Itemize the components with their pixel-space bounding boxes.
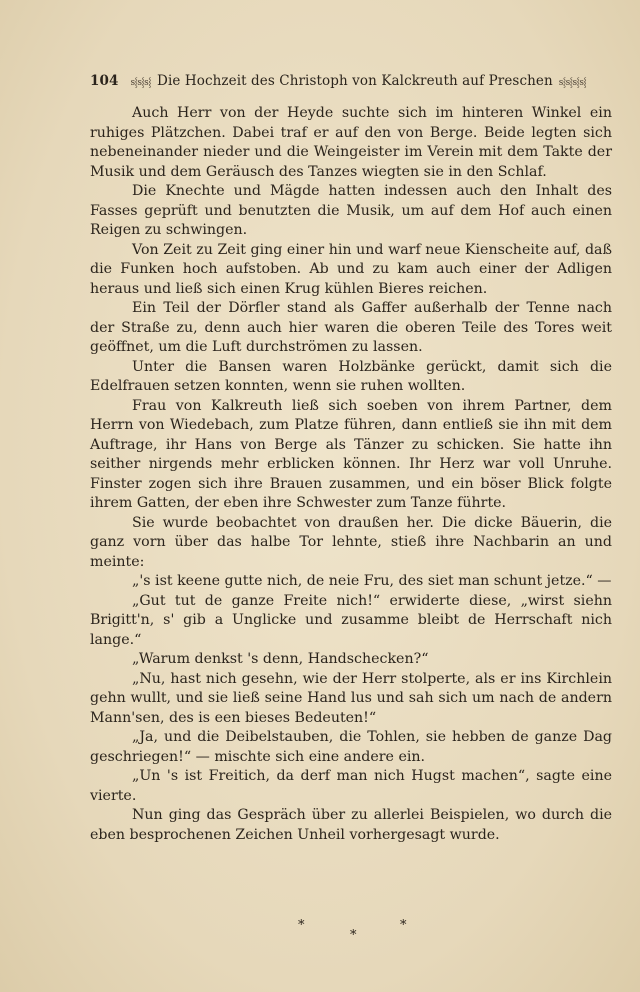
body-text [90, 104, 612, 845]
running-title: Die Hochzeit des Christoph von Kalckreuth auf Preschen [157, 73, 553, 89]
paragraph: Unter die Bansen waren Holzbänke gerückt, damit sich die Edelfrauen setzen konnten, wenn sie ruhen wollten. [90, 358, 612, 394]
section-separator [90, 918, 612, 948]
header-ornament-left: s⸾s⸾s⸾ [130, 77, 152, 88]
paragraph: Frau von Kalkreuth ließ sich soeben von ihrem Partner, dem Herrn von Wiedebach, zum Platze führen, dann entließ sie ihn mit dem Auftrage, ihr Hans von Berge als Tänzer zu schicken. Sie hatte ihn seither nirgends mehr erblicken können. Ihr Herz war voll Unruhe. Finster zogen sich ihre Brauen zusammen, und ein böser Blick folgte ihrem Gatten, der eben ihre Schwester zum Tanze führte. [90, 397, 612, 511]
paragraph: „Ja, und die Deibelstauben, die Tohlen, sie hebben de ganze Dag geschriegen!“ — mischte sich eine andere ein. [90, 729, 612, 765]
paragraph: „Warum denkst 's denn, Handschecken?“ [132, 651, 429, 667]
paragraph: Ein Teil der Dörfler stand als Gaffer außerhalb der Tenne nach der Straße zu, denn auch hier waren die oberen Teile des Tores weit geöffnet, um die Luft durchströmen zu lassen. [90, 300, 612, 355]
paragraph: Von Zeit zu Zeit ging einer hin und warf neue Kienscheite auf, daß die Funken hoch aufstoben. Ab und zu kam auch einer der Adligen heraus und ließ sich einen Krug kühlen Bieres reichen. [90, 241, 612, 297]
separator-star: * [400, 918, 407, 933]
running-header [90, 70, 618, 92]
header-ornament-right: s⸾s⸾s⸾s⸾ [558, 77, 587, 88]
paragraph: Auch Herr von der Heyde suchte sich im hinteren Winkel ein ruhiges Plätzchen. Dabei traf er auf den von Berge. Beide legten sich nebeneinander nieder und die Weingeister im Verein mit dem Takte der Musik und dem Geräusch des Tanzes wiegten sie in den Schlaf. [90, 105, 612, 180]
paragraph: „Un 's ist Freitich, da derf man nich Hugst machen“, sagte eine vierte. [90, 768, 612, 804]
paragraph: Sie wurde beobachtet von draußen her. Die dicke Bäuerin, die ganz vorn über das halbe Tor lehnte, stieß ihre Nachbarin an und meinte: [90, 514, 612, 570]
separator-star: * [298, 918, 305, 933]
paragraph: „Nu, hast nich gesehn, wie der Herr stolperte, als er ins Kirchlein gehn wullt, und sie ließ seine Hand lus und sah sich um nach de andern Mann'sen, des is een bieses Bedeuten!“ [90, 670, 612, 726]
paragraph: „'s ist keene gutte nich, de neie Fru, des siet man schunt jetze.“ — [132, 573, 612, 589]
paragraph: „Gut tut de ganze Freite nich!“ erwiderte diese, „wirst siehn Brigitt'n, s' gib a Unglicke und zusamme bleibt de Herrschaft nich lange.“ [90, 592, 612, 648]
paragraph: Nun ging das Gespräch über zu allerlei Beispielen, wo durch die eben besprochenen Zeichen Unheil vorhergesagt wurde. [90, 807, 612, 843]
separator-star: * [350, 928, 357, 943]
page-number: 104 [90, 73, 119, 89]
paragraph: Die Knechte und Mägde hatten indessen auch den Inhalt des Fasses geprüft und benutzten die Musik, um auf dem Hof auch einen Reigen zu schwingen. [90, 183, 612, 238]
